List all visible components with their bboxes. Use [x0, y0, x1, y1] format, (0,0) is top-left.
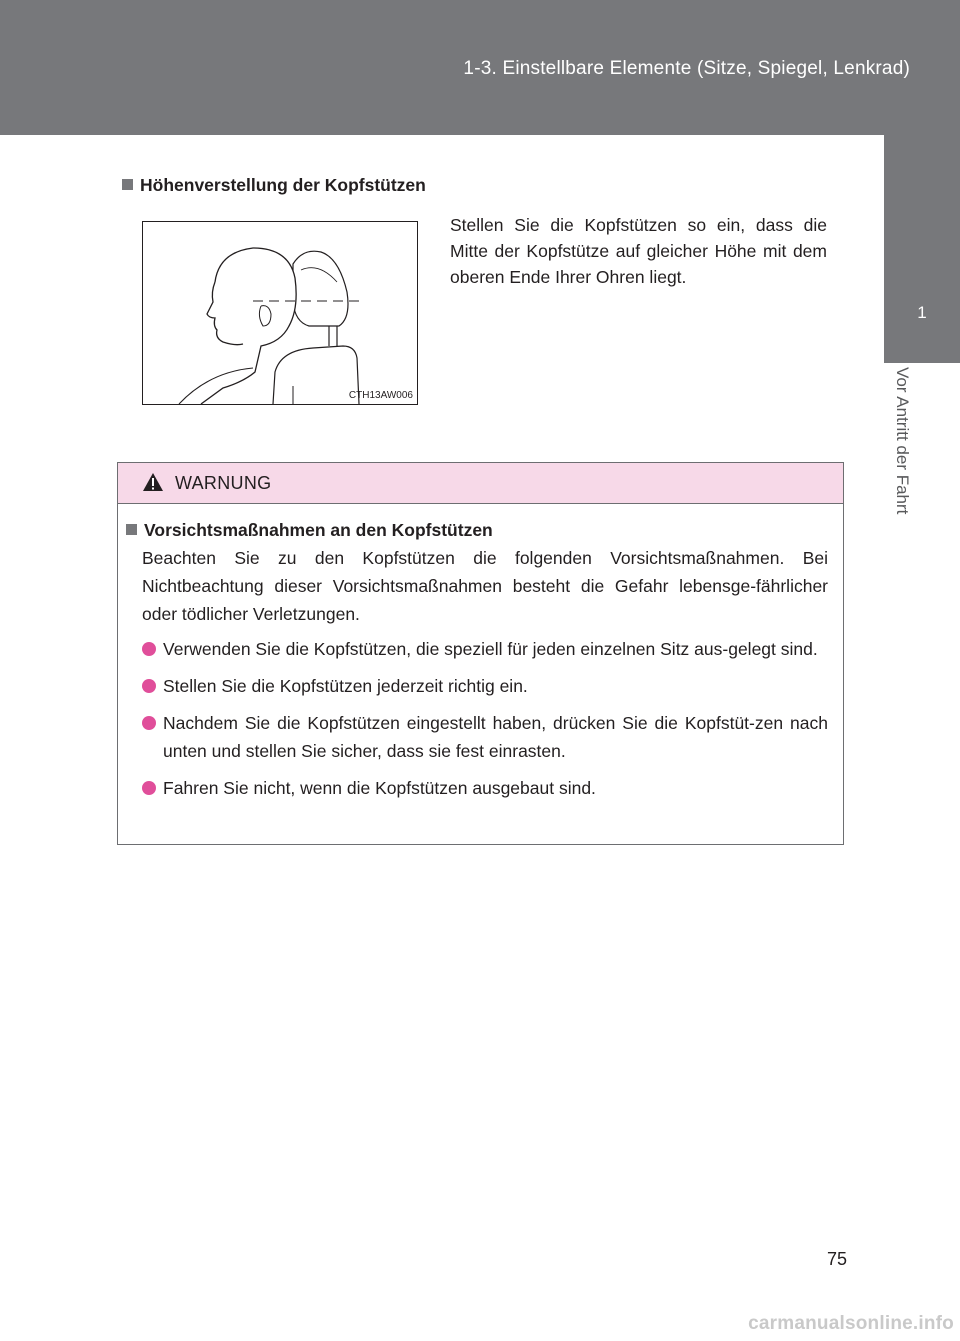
list-item-text: Verwenden Sie die Kopfstützen, die speziell für jeden einzelnen Sitz aus-gelegt sind. — [163, 639, 818, 659]
list-item — [142, 635, 828, 663]
watermark: carmanualsonline.info — [748, 1313, 954, 1334]
square-bullet-icon — [122, 179, 133, 190]
intro-paragraph: Stellen Sie die Kopfstützen so ein, dass die Mitte der Kopfstütze auf gleicher Höhe mit dem oberen Ende Ihrer Ohren liegt. — [450, 215, 827, 287]
warning-title-text: Vorsichtsmaßnahmen an den Kopfstützen — [144, 520, 493, 540]
section-heading-text: Höhenverstellung der Kopfstützen — [140, 175, 426, 195]
chapter-tab-label-area — [884, 363, 960, 583]
list-item-text: Fahren Sie nicht, wenn die Kopfstützen ausgebaut sind. — [163, 778, 596, 798]
warning-label: WARNUNG — [175, 473, 272, 493]
list-item — [142, 774, 828, 802]
warning-triangle-icon — [142, 472, 164, 492]
list-item-text: Stellen Sie die Kopfstützen jederzeit richtig ein. — [163, 676, 528, 696]
list-item — [142, 709, 828, 765]
list-item — [142, 672, 828, 700]
square-bullet-icon — [126, 524, 137, 535]
chapter-tab — [884, 135, 960, 363]
page-number: 75 — [827, 1249, 848, 1269]
warning-body: Beachten Sie zu den Kopfstützen die folgenden Vorsichtsmaßnahmen. Bei Nichtbeachtung dieser Vorsichtsmaßnahmen besteht die Gefahr lebensge-fährlicher oder tödlicher Verletzungen. — [142, 548, 828, 624]
chapter-label: Vor Antritt der Fahrt — [893, 367, 912, 515]
bullet-dot-icon — [142, 642, 156, 656]
bullet-dot-icon — [142, 781, 156, 795]
warning-list — [142, 635, 828, 811]
bullet-dot-icon — [142, 679, 156, 693]
page-header — [0, 0, 960, 135]
list-item-text: Nachdem Sie die Kopfstützen eingestellt haben, drücken Sie die Kopfstüt-zen nach unten und stellen Sie sicher, dass sie fest einrasten. — [163, 713, 828, 761]
bullet-dot-icon — [142, 716, 156, 730]
section-heading — [122, 175, 426, 196]
figure-code: CTH13AW006 — [348, 390, 413, 401]
headrest-illustration — [142, 221, 418, 405]
head-and-headrest-drawing — [143, 222, 417, 404]
chapter-title: 1-3. Einstellbare Elemente (Sitze, Spiegel, Lenkrad) — [463, 58, 910, 79]
warning-header — [118, 463, 843, 504]
warning-box — [117, 462, 844, 845]
chapter-number: 1 — [917, 303, 927, 322]
warning-title — [126, 520, 493, 541]
